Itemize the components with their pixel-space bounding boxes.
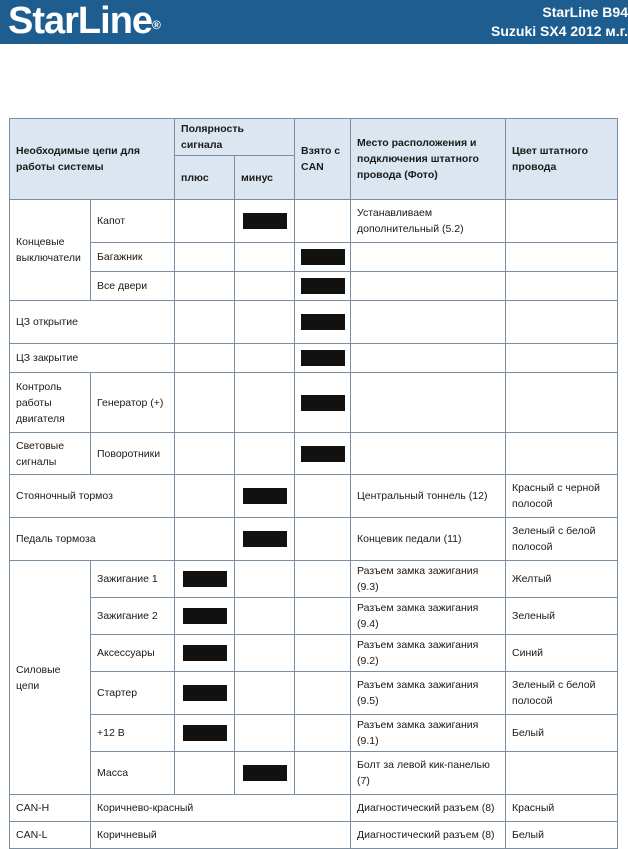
location-cell: Болт за левой кик-панелью (7) <box>351 752 506 795</box>
location-cell: Разъем замка зажигания (9.1) <box>351 715 506 752</box>
item-cell: Зажигание 1 <box>91 561 175 598</box>
signal-marker <box>183 571 227 587</box>
table-row <box>10 752 618 795</box>
signal-marker <box>301 249 345 265</box>
color-cell <box>506 433 618 475</box>
signal-marker <box>243 765 287 781</box>
location-cell <box>351 373 506 433</box>
group-cell: Световые сигналы <box>10 433 91 475</box>
plus-cell <box>175 373 235 433</box>
signal-marker <box>301 446 345 462</box>
starline-logo <box>8 1 160 41</box>
table-row <box>10 635 618 672</box>
color-cell <box>506 200 618 243</box>
group-cell: CAN-L <box>10 822 91 849</box>
item-cell: Коричневый <box>91 822 351 849</box>
logo-text: StarLine <box>8 0 153 42</box>
table-row <box>10 518 618 561</box>
plus-cell <box>175 272 235 301</box>
minus-cell <box>235 475 295 518</box>
plus-cell <box>175 518 235 561</box>
table-row <box>10 598 618 635</box>
plus-cell <box>175 561 235 598</box>
can-cell <box>295 598 351 635</box>
location-cell: Центральный тоннель (12) <box>351 475 506 518</box>
table-row <box>10 475 618 518</box>
item-cell: Зажигание 2 <box>91 598 175 635</box>
can-cell <box>295 243 351 272</box>
header-minus: минус <box>235 156 295 200</box>
item-cell: Поворотники <box>91 433 175 475</box>
registered-mark: ® <box>152 18 160 32</box>
plus-cell <box>175 200 235 243</box>
table-row <box>10 433 618 475</box>
minus-cell <box>235 561 295 598</box>
plus-cell <box>175 301 235 344</box>
header-location: Место расположения и подключения штатного провода (Фото) <box>351 119 506 200</box>
group-cell: CAN-H <box>10 795 91 822</box>
plus-cell <box>175 635 235 672</box>
location-cell <box>351 243 506 272</box>
plus-cell <box>175 715 235 752</box>
color-cell <box>506 272 618 301</box>
table-row <box>10 200 618 243</box>
item-cell: Генератор (+) <box>91 373 175 433</box>
signal-marker <box>243 531 287 547</box>
location-cell: Разъем замка зажигания (9.2) <box>351 635 506 672</box>
table-row <box>10 272 618 301</box>
plus-cell <box>175 433 235 475</box>
signal-marker <box>301 395 345 411</box>
group-cell: Силовые цепи <box>10 561 91 795</box>
page-header <box>0 0 628 44</box>
location-cell: Устанавливаем дополнительный (5.2) <box>351 200 506 243</box>
color-cell <box>506 373 618 433</box>
group-cell: ЦЗ открытие <box>10 301 175 344</box>
location-cell: Разъем замка зажигания (9.5) <box>351 672 506 715</box>
model-info <box>428 3 628 41</box>
color-cell: Зеленый с белой полосой <box>506 518 618 561</box>
minus-cell <box>235 433 295 475</box>
item-cell: Стартер <box>91 672 175 715</box>
location-cell: Диагностический разъем (8) <box>351 795 506 822</box>
table-row <box>10 672 618 715</box>
location-cell <box>351 433 506 475</box>
signal-marker <box>301 350 345 366</box>
minus-cell <box>235 344 295 373</box>
item-cell: Все двери <box>91 272 175 301</box>
signal-marker <box>243 213 287 229</box>
plus-cell <box>175 752 235 795</box>
group-cell: Концевые выключатели <box>10 200 91 301</box>
group-cell: Контроль работы двигателя <box>10 373 91 433</box>
can-cell <box>295 672 351 715</box>
table-row <box>10 373 618 433</box>
can-cell <box>295 635 351 672</box>
connection-table <box>9 118 618 849</box>
item-cell: +12 В <box>91 715 175 752</box>
signal-marker <box>183 725 227 741</box>
can-cell <box>295 752 351 795</box>
color-cell: Синий <box>506 635 618 672</box>
model-line-1: StarLine B94 <box>542 4 628 20</box>
location-cell: Диагностический разъем (8) <box>351 822 506 849</box>
signal-marker <box>243 488 287 504</box>
table-row <box>10 344 618 373</box>
plus-cell <box>175 243 235 272</box>
color-cell <box>506 301 618 344</box>
table-row <box>10 715 618 752</box>
minus-cell <box>235 635 295 672</box>
can-cell <box>295 475 351 518</box>
location-cell <box>351 272 506 301</box>
minus-cell <box>235 752 295 795</box>
color-cell: Зеленый с белой полосой <box>506 672 618 715</box>
can-cell <box>295 561 351 598</box>
location-cell: Разъем замка зажигания (9.3) <box>351 561 506 598</box>
minus-cell <box>235 200 295 243</box>
location-cell <box>351 344 506 373</box>
color-cell: Белый <box>506 822 618 849</box>
item-cell: Аксессуары <box>91 635 175 672</box>
minus-cell <box>235 301 295 344</box>
can-cell <box>295 373 351 433</box>
signal-marker <box>183 685 227 701</box>
minus-cell <box>235 373 295 433</box>
color-cell: Красный <box>506 795 618 822</box>
color-cell: Красный с черной полосой <box>506 475 618 518</box>
header-plus: плюс <box>175 156 235 200</box>
signal-marker <box>301 278 345 294</box>
can-cell <box>295 272 351 301</box>
minus-cell <box>235 243 295 272</box>
signal-marker <box>183 608 227 624</box>
table-row <box>10 301 618 344</box>
header-polarity: Полярность сигнала <box>175 119 295 156</box>
plus-cell <box>175 344 235 373</box>
minus-cell <box>235 518 295 561</box>
table-row <box>10 561 618 598</box>
color-cell <box>506 344 618 373</box>
color-cell: Белый <box>506 715 618 752</box>
header-color: Цвет штатного провода <box>506 119 618 200</box>
minus-cell <box>235 272 295 301</box>
plus-cell <box>175 598 235 635</box>
can-cell <box>295 200 351 243</box>
minus-cell <box>235 672 295 715</box>
location-cell <box>351 301 506 344</box>
color-cell <box>506 243 618 272</box>
group-cell: Стояночный тормоз <box>10 475 175 518</box>
can-cell <box>295 301 351 344</box>
color-cell: Желтый <box>506 561 618 598</box>
item-cell: Масса <box>91 752 175 795</box>
can-cell <box>295 518 351 561</box>
plus-cell <box>175 475 235 518</box>
color-cell <box>506 752 618 795</box>
group-cell: Педаль тормоза <box>10 518 175 561</box>
header-circuits: Необходимые цепи для работы системы <box>10 119 175 200</box>
model-line-2: Suzuki SX4 2012 м.г. <box>491 23 628 39</box>
can-cell <box>295 715 351 752</box>
can-cell <box>295 433 351 475</box>
location-cell: Концевик педали (11) <box>351 518 506 561</box>
signal-marker <box>301 314 345 330</box>
plus-cell <box>175 672 235 715</box>
can-cell <box>295 344 351 373</box>
minus-cell <box>235 715 295 752</box>
color-cell: Зеленый <box>506 598 618 635</box>
item-cell: Капот <box>91 200 175 243</box>
location-cell: Разъем замка зажигания (9.4) <box>351 598 506 635</box>
table-row <box>10 795 618 822</box>
signal-marker <box>183 645 227 661</box>
item-cell: Коричнево-красный <box>91 795 351 822</box>
minus-cell <box>235 598 295 635</box>
table-row <box>10 822 618 849</box>
table-row <box>10 243 618 272</box>
group-cell: ЦЗ закрытие <box>10 344 175 373</box>
table-body <box>10 200 618 849</box>
header-can: Взято с CAN <box>295 119 351 200</box>
item-cell: Багажник <box>91 243 175 272</box>
